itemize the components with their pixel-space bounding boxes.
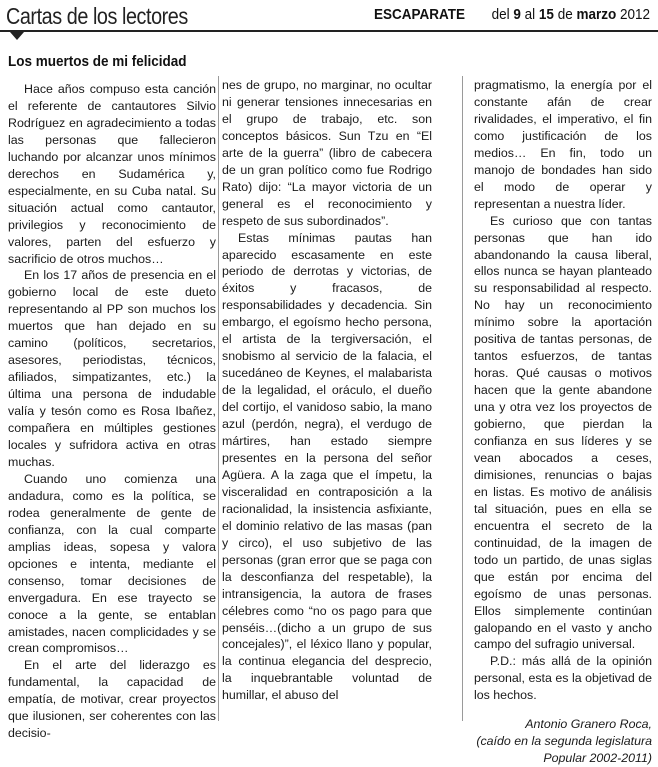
column-divider (218, 76, 219, 721)
signature-name: Antonio Granero Roca, (525, 717, 652, 732)
paragraph: Hace años compuso esta canción el referente de cantautores Silvio Rodríguez en agradecimiento a todas las personas que fallecieron luchando por alcanzar unos mínimos derechos en Sudamérica y, especialmente, en su Cuba natal. Su situación actual como cantautor, privilegios y reconocimiento de valores, parten del esfuerzo y sacrificio de otros muchos… (8, 82, 216, 266)
paragraph: En los 17 años de presencia en el gobierno local de este dueto representando al PP son muchos los muertos que han dejado en su camino (políticos, secretarios, asesores, periodistas, técnicos, afiliados, simpatizantes, etc.) la última una persona de indudable valía y tesón como es Rosa Ibañez, compañera en múltiples gestiones locales y sufridora activa en otras muchas. (8, 268, 216, 469)
paragraph: Cuando uno comienza una andadura, como es la política, se rodea generalmente de gente de confianza, con la cual comparte amplias ideas, sopesa y valora opciones e intenta, mediante el consenso, tomar decisiones de envergadura. En ese trayecto se conoce a la gente, se entablan amistades, nacen complicidades y se crean compromisos… (8, 471, 216, 656)
paragraph: pragmatismo, la energía por el constante afán de crear rivalidades, el imperativo, el fin como justificación de los medios… En fin, todo un manojo de bondades han sido el modo de operar y representan a nuestra líder. (474, 78, 652, 211)
date-al: al (524, 6, 536, 23)
column-divider (462, 76, 463, 721)
date-month: marzo (576, 6, 617, 23)
publication-name: ESCAPARATE (374, 6, 466, 23)
paragraph: Estas mínimas pautas han aparecido escasamente en este periodo de derrotas y victorias, de éxitos y fracasos, de responsabilidades y decadencia. Sin embargo, el egoísmo hecho persona, el artista de la tergiversación, el snobismo al servicio de la falacia, el sucedáneo de Keynes, el malabarista de la legalidad, el oráculo, el dueño del cortijo, el vanidoso sabio, la mano azul (perdón, negra), el verdugo de mártires, han estado siempre presentes en la persona del señor Agüera. A la zaga que el ímpetu, la visceralidad en contraposición a la racionalidad, la insistencia asfixiante, el dominio relativo de las masas (pan y circo), el uso subjetivo de las personas (gran error que se paga con la desconfianza del respetable), la intransigencia, la autora de frases célebres como “no os pago para que penséis…(dicho a un grupo de sus concejales)”, el léxico llano y popular, la continua elegancia del desprecio, la inquebrantable voluntad de humillar, el abuso del (222, 230, 432, 703)
header-rule (0, 30, 658, 32)
date-de: de (557, 6, 573, 23)
date-year: 2012 (619, 6, 650, 23)
article-column-2 (222, 77, 432, 721)
article-column-1 (8, 81, 216, 741)
date-day-end: 15 (538, 6, 554, 23)
date-day-start: 9 (513, 6, 521, 23)
page-header (0, 0, 658, 34)
triangle-marker-icon (10, 32, 24, 40)
paragraph: Es curioso que con tantas personas que han ido abandonando la causa liberal, ellos nunca se hayan planteado su responsabilidad al respecto. No hay un reconocimiento mínimo sobre la aportación positiva de tantas personas, de tantos esfuerzos, de tantas horas. Qué causas o motivos hacen que la gente abandone una y otra vez los proyectos de gobierno, que pierdan la confianza en sus líderes y se vean abocados a ceses, dimisiones, renuncias o bajas en listas. Es motivo de análisis tal situación, pues en ella se encuentra el secreto de la continuidad, de la imagen de todo un partido, de unas siglas que están por encima del egoísmo de unas personas. Ellos simplemente continúan galopando en el vasto y ancho campo del sufragio universal. (474, 213, 652, 652)
signature-note: (caído en la segunda legislatura Popular 2002-2011) (476, 734, 652, 766)
issue-date (492, 6, 650, 23)
article-column-3 (474, 77, 652, 766)
paragraph: P.D.: más allá de la opinión personal, esta es la objetivad de los hechos. (474, 654, 652, 703)
paragraph: nes de grupo, no marginar, no ocultar ni generar tensiones innecesarias en el grupo de trabajo, etc. son conceptos básicos. Sun Tzu en “El arte de la guerra” (libro de cabecera de un gran político como fue Rodrigo Rato) dijo: “La mayor victoria de un general es el reconocimiento y respeto de sus subordinados”. (222, 78, 432, 228)
paragraph: En el arte del liderazgo es fundamental, la capacidad de empatía, de motivar, crear proyectos que ilusionen, ser coherentes con las decisio- (8, 658, 216, 741)
article-headline: Los muertos de mi felicidad (8, 53, 187, 70)
date-prefix: del (491, 6, 510, 23)
section-title: Cartas de los lectores (6, 3, 188, 29)
